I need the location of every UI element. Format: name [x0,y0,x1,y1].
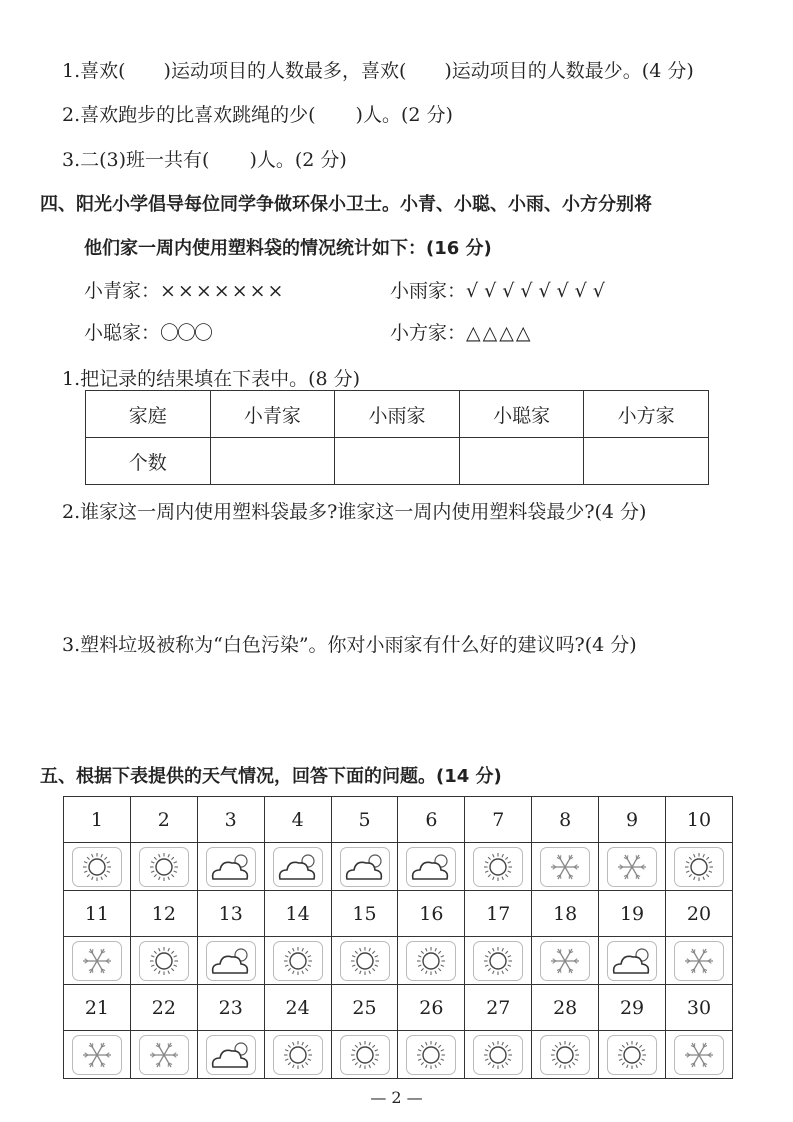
weather-cell [599,1031,666,1079]
section4-title-line1: 四、阳光小学倡导每位同学争做环保小卫士。小青、小聪、小雨、小方分别将 [40,194,652,215]
table-row-label: 个数 [86,438,211,485]
sunny-icon [139,941,189,981]
sunny-icon [273,1035,323,1075]
weather-cell [398,843,465,891]
day-number-row [64,797,733,843]
weather-cell [264,843,331,891]
weather-table [63,796,733,1079]
day-number: 10 [666,797,733,843]
question-text: )运动项目的人数最多，喜欢( [163,60,407,82]
day-number: 11 [64,891,131,937]
cloudy-icon [206,847,256,887]
day-number: 26 [398,985,465,1031]
answer-cell[interactable] [335,438,460,485]
weather-cell [130,1031,197,1079]
question-text: )人。(2 分) [249,149,347,171]
day-number: 8 [532,797,599,843]
weather-cell [398,937,465,985]
check-marks: √√√√√√√√ [466,280,611,302]
record-xiaofang [390,318,532,345]
cloudy-icon [206,941,256,981]
sunny-icon [139,847,189,887]
table-header: 小聪家 [459,391,584,438]
sunny-icon [273,941,323,981]
section4-q1: 1.把记录的结果填在下表中。(8 分) [62,368,361,390]
snowy-icon [540,847,590,887]
day-number: 19 [599,891,666,937]
section4-q3: 3.塑料垃圾被称为“白色污染”。你对小雨家有什么好的建议吗?(4 分) [62,634,637,656]
snowy-icon [674,941,724,981]
day-number: 23 [197,985,264,1031]
day-number: 24 [264,985,331,1031]
sunny-icon [607,1035,657,1075]
snowy-icon [674,1035,724,1075]
weather-cell [64,843,131,891]
day-number: 16 [398,891,465,937]
day-number: 28 [532,985,599,1031]
record-label: 小青家： [84,280,161,302]
weather-cell [264,1031,331,1079]
day-number: 22 [130,985,197,1031]
day-number: 2 [130,797,197,843]
question-text: 3.二(3)班一共有( [62,149,210,171]
weather-cell [532,937,599,985]
triangle-marks: △△△△ [466,322,533,344]
day-number: 6 [398,797,465,843]
day-number: 14 [264,891,331,937]
page-number: — 2 — [370,1088,423,1107]
day-number: 3 [197,797,264,843]
day-number-row [64,891,733,937]
day-number: 30 [666,985,733,1031]
day-number: 17 [465,891,532,937]
cross-marks: ××××××× [160,280,286,302]
weather-cell [666,937,733,985]
circle-marks: 〇〇〇 [160,322,212,344]
sunny-icon [473,941,523,981]
weather-icon-row [64,937,733,985]
weather-cell [465,843,532,891]
day-number: 21 [64,985,131,1031]
weather-cell [465,1031,532,1079]
weather-icon-row [64,843,733,891]
day-number: 9 [599,797,666,843]
day-number: 18 [532,891,599,937]
question-2 [62,100,453,127]
table-header: 小青家 [210,391,335,438]
day-number: 7 [465,797,532,843]
weather-cell [331,1031,398,1079]
weather-cell [599,843,666,891]
table-header: 小雨家 [335,391,460,438]
snowy-icon [72,1035,122,1075]
day-number: 1 [64,797,131,843]
weather-cell [64,1031,131,1079]
question-3 [62,145,347,172]
sunny-icon [473,847,523,887]
sunny-icon [340,1035,390,1075]
cloudy-icon [340,847,390,887]
record-label: 小聪家： [84,322,161,344]
sunny-icon [406,1035,456,1075]
weather-cell [532,1031,599,1079]
record-label: 小雨家： [390,280,467,302]
weather-cell [666,1031,733,1079]
day-number: 25 [331,985,398,1031]
day-number: 20 [666,891,733,937]
table-header: 家庭 [86,391,211,438]
day-number: 15 [331,891,398,937]
sunny-icon [473,1035,523,1075]
weather-cell [197,843,264,891]
weather-cell [532,843,599,891]
question-text: )运动项目的人数最少。(4 分) [444,60,694,82]
sunny-icon [72,847,122,887]
table-header: 小方家 [584,391,709,438]
weather-cell [197,1031,264,1079]
snowy-icon [540,941,590,981]
answer-cell[interactable] [584,438,709,485]
sunny-icon [340,941,390,981]
answer-cell[interactable] [210,438,335,485]
weather-cell [64,937,131,985]
answer-cell[interactable] [459,438,584,485]
cloudy-icon [206,1035,256,1075]
record-xiaoqing [84,276,285,303]
sunny-icon [674,847,724,887]
plastic-bag-table [85,390,709,485]
weather-cell [264,937,331,985]
weather-cell [331,937,398,985]
weather-cell [197,937,264,985]
weather-cell [130,937,197,985]
record-xiaocong [84,318,211,345]
day-number: 27 [465,985,532,1031]
sunny-icon [540,1035,590,1075]
weather-cell [465,937,532,985]
snowy-icon [72,941,122,981]
day-number: 29 [599,985,666,1031]
sunny-icon [406,941,456,981]
day-number: 13 [197,891,264,937]
record-xiaoyu [390,276,611,303]
snowy-icon [139,1035,189,1075]
section5-title: 五、根据下表提供的天气情况，回答下面的问题。(14 分) [40,766,502,787]
section4-title-line2: 他们家一周内使用塑料袋的情况统计如下：(16 分) [84,238,492,259]
weather-cell [666,843,733,891]
question-1 [62,56,694,83]
question-text: )人。(2 分) [355,104,453,126]
weather-cell [130,843,197,891]
question-text: 2.喜欢跑步的比喜欢跳绳的少( [62,104,316,126]
day-number: 4 [264,797,331,843]
day-number: 5 [331,797,398,843]
day-number-row [64,985,733,1031]
question-text: 1.喜欢( [62,60,126,82]
weather-cell [331,843,398,891]
table-header-row [86,391,709,438]
cloudy-icon [406,847,456,887]
cloudy-icon [273,847,323,887]
weather-cell [599,937,666,985]
table-row [86,438,709,485]
weather-icon-row [64,1031,733,1079]
weather-cell [398,1031,465,1079]
snowy-icon [607,847,657,887]
day-number: 12 [130,891,197,937]
record-label: 小方家： [390,322,467,344]
section4-q2: 2.谁家这一周内使用塑料袋最多?谁家这一周内使用塑料袋最少?(4 分) [62,501,647,523]
cloudy-icon [607,941,657,981]
